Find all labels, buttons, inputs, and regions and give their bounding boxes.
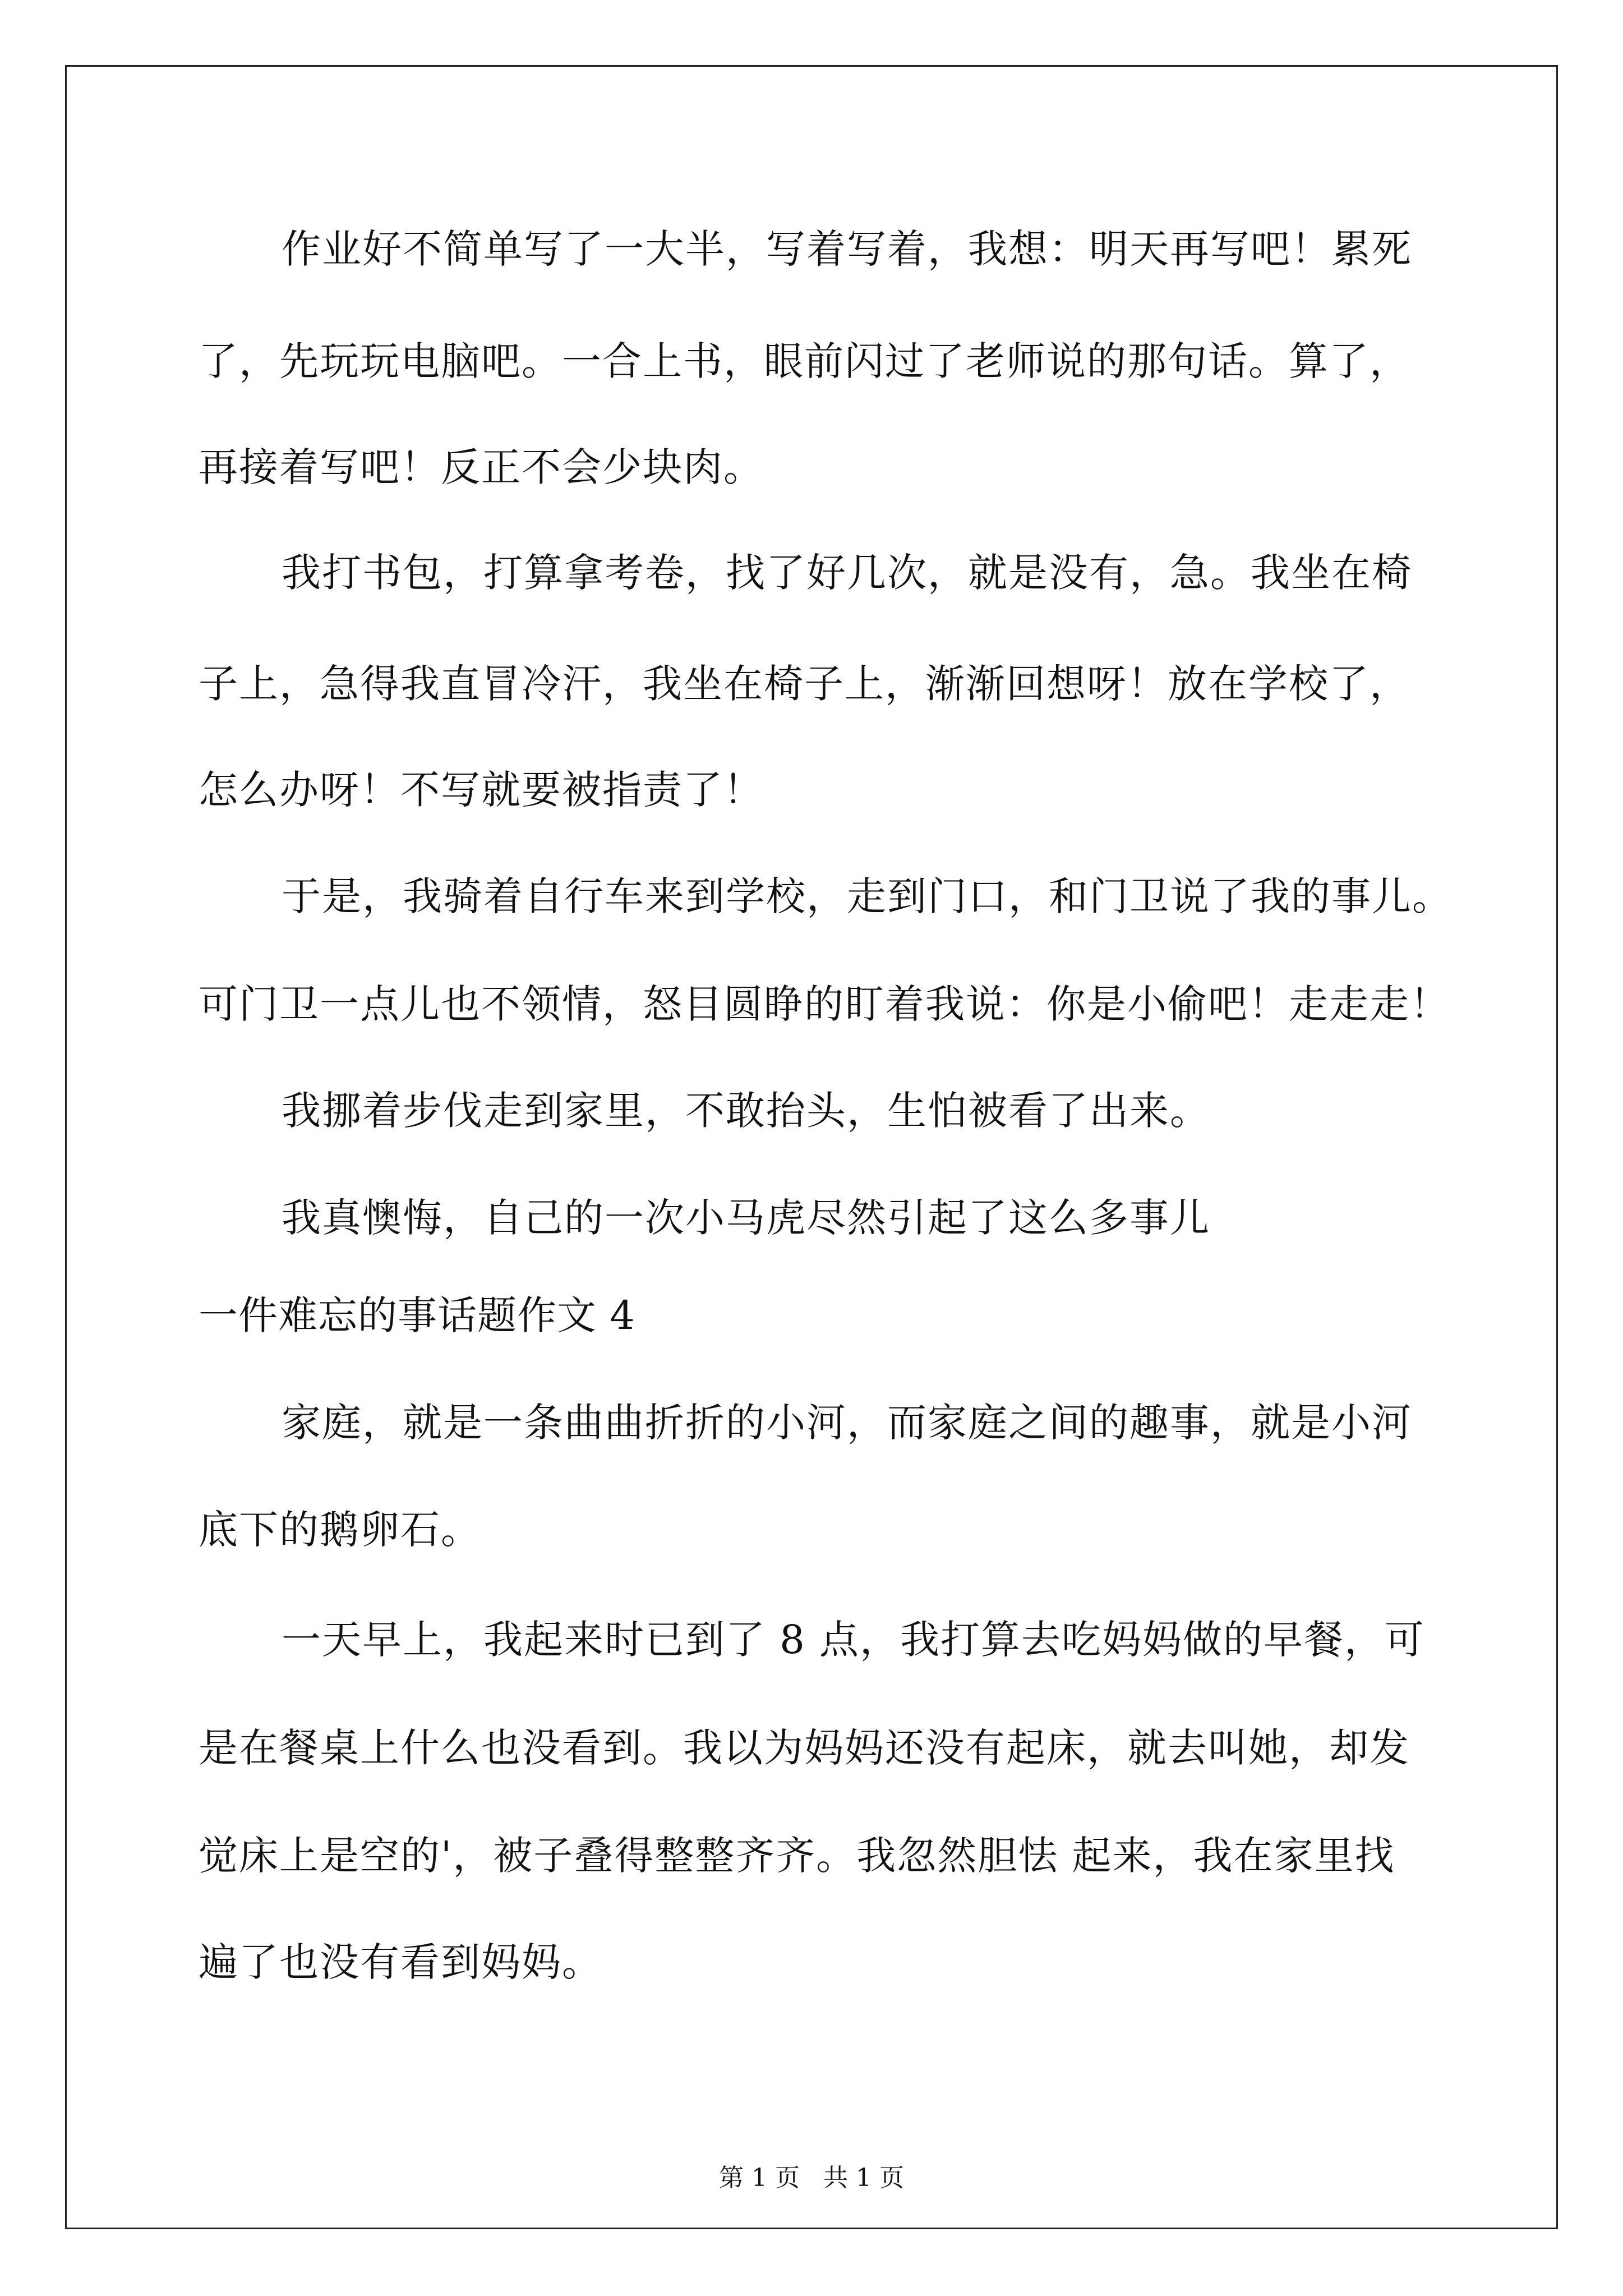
- paragraph-2-line-3: 怎么办呀！不写就要被指责了！: [199, 767, 764, 813]
- paragraph-2-line-1: 我打书包，打算拿考卷，找了好几次，就是没有，急。我坐在椅: [282, 550, 1412, 596]
- paragraph-7-line-2: 是在餐桌上什么也没看到。我以为妈妈还没有起床，就去叫她，却发: [199, 1725, 1410, 1771]
- paragraph-1-line-3: 再接着写吧！反正不会少块肉。: [199, 444, 764, 490]
- paragraph-6-line-1: 家庭，就是一条曲曲折折的小河，而家庭之间的趣事，就是小河: [282, 1400, 1412, 1446]
- paragraph-4-line-1: 我挪着步伐走到家里，不敢抬头，生怕被看了出来。: [282, 1088, 1210, 1134]
- paragraph-3-line-2: 可门卫一点儿也不领情，怒目圆睁的盯着我说：你是小偷吧！走走走！: [199, 981, 1450, 1027]
- section-title: 一件难忘的事话题作文 4: [199, 1292, 635, 1338]
- paragraph-2-line-2: 子上，急得我直冒冷汗，我坐在椅子上，渐渐回想呀！放在学校了，: [199, 661, 1410, 707]
- paragraph-1-line-2: 了，先玩玩电脑吧。一合上书，眼前闪过了老师说的那句话。算了，: [199, 338, 1410, 384]
- paragraph-6-line-2: 底下的鹅卵石。: [199, 1507, 481, 1553]
- page-indicator: 第 1 页 共 1 页: [719, 2164, 904, 2192]
- paragraph-1-line-1: 作业好不简单写了一大半，写着写着，我想：明天再写吧！累死: [282, 226, 1412, 272]
- page-frame: [65, 65, 1558, 2229]
- paragraph-5-line-1: 我真懊悔，自己的一次小马虎尽然引起了这么多事儿: [282, 1195, 1210, 1241]
- paragraph-7-line-4: 遍了也没有看到妈妈。: [199, 1939, 602, 1985]
- paragraph-7-line-3: 觉床上是空的'，被子叠得整整齐齐。我忽然胆怯 起来，我在家里找: [199, 1833, 1395, 1879]
- paragraph-3-line-1: 于是，我骑着自行车来到学校，走到门口，和门卫说了我的事儿。: [282, 873, 1453, 919]
- paragraph-7-line-1: 一天早上，我起来时已到了 8 点，我打算去吃妈妈做的早餐，可: [282, 1617, 1426, 1663]
